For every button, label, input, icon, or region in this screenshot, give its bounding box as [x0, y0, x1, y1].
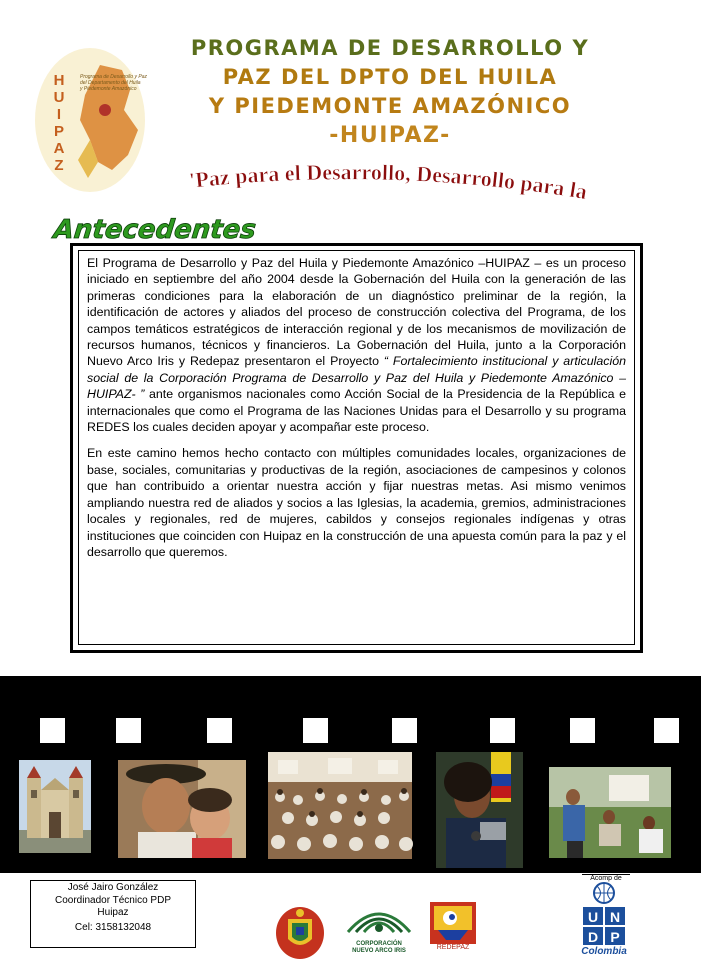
title-line: Y PIEDEMONTE AMAZÓNICO: [208, 94, 572, 118]
undp-logo: [576, 882, 632, 960]
film-hole: [40, 718, 65, 743]
undp-letter-grid: [582, 906, 626, 946]
logo-caption: [80, 74, 160, 92]
huipaz-logo: [30, 40, 160, 195]
film-hole: [490, 718, 515, 743]
logo-letter: A: [53, 140, 65, 157]
logo-letter: U: [53, 89, 65, 106]
logo-letter: I: [56, 106, 62, 123]
man-and-girl-photo: [118, 760, 246, 858]
section-heading-text: Antecedentes: [52, 215, 258, 245]
film-hole: [116, 718, 141, 743]
film-strip: [0, 676, 701, 873]
undp-letter: D: [582, 926, 604, 946]
huila-coat-of-arms-logo: [274, 905, 326, 960]
logo-caption-line: Programa de Desarrollo y Paz: [80, 74, 147, 80]
film-hole: [654, 718, 679, 743]
contact-role: Coordinador Técnico PDP Huipaz: [55, 895, 171, 918]
film-hole: [570, 718, 595, 743]
slogan: [180, 160, 600, 216]
org-label-line: CORPORACIÓN: [356, 941, 402, 947]
assembly-crowd-photo: [268, 752, 412, 859]
project-title: “ Fortalecimiento institucional y articulación social de la Corporación Programa de Desarrollo y Paz del Huila y Piedemonte Amazónico – HUIPAZ- ”: [87, 354, 626, 402]
church-photo: [19, 760, 91, 853]
section-heading: [52, 210, 258, 246]
undp-letter: P: [604, 926, 626, 946]
contact-card: [30, 880, 196, 948]
title-line: -HUIPAZ-: [329, 123, 451, 148]
community-meeting-photo: [549, 767, 671, 858]
svg-text:'Paz para el Desarrollo, Desar: [180, 160, 594, 205]
undp-letter: U: [582, 906, 604, 926]
film-hole: [392, 718, 417, 743]
paragraph-1: [87, 255, 626, 435]
paragraph-1-end: ante organismos nacionales como Acción Social de la Presidencia de la República e internacionales que como el Programa de las Naciones Unidas para el Desarrollo y su programa REDES los cuales deciden apoyar y acompañar este proceso.: [87, 387, 626, 435]
title-line: PAZ DEL DPTO DEL HUILA: [222, 65, 558, 89]
acompanan-label: Acomp de: [582, 874, 630, 882]
contact-phone: Cel: 3158132048: [74, 922, 152, 933]
textbox-inner-border: [78, 250, 635, 645]
redepaz-logo: [430, 902, 476, 944]
logo-letter: H: [53, 72, 65, 89]
paragraph-2: En este camino hemos hecho contacto con múltiples comunidades locales, organizaciones de base, sociales, comunitarias y productivas de la región, asociaciones de campesinos y colonos que han contribuido a orientar nuestra acción y fijar nuestras metas. Asi mismo venimos ampliando nuestra red de aliados y socios a las Iglesias, la academia, gremios, administraciones locales y regionales, red de mujeres, cabildos y consejos regionales indígenas y otras instituciones que coinciden con Huipaz en la construcción de una apuesta común para la paz y el desarrollo que queremos.: [87, 446, 626, 559]
logo-caption-line: y Piedemonte Amazónico: [80, 86, 137, 92]
org-label-line: NUEVO ARCO IRIS: [352, 948, 406, 954]
logo-letter: P: [53, 123, 64, 140]
nuevo-arco-iris-label: [340, 941, 418, 955]
contact-name: José Jairo González: [67, 882, 159, 893]
nuevo-arco-iris-logo: [344, 902, 414, 942]
title-line: PROGRAMA DE DESARROLLO Y: [190, 36, 590, 60]
film-hole: [207, 718, 232, 743]
undp-letter: N: [604, 906, 626, 926]
redepaz-label: REDEPAZ: [436, 944, 470, 951]
textbox-content: [87, 255, 626, 570]
undp-country: Colombia: [581, 946, 627, 957]
logo-letters: [52, 72, 66, 174]
title-block: [150, 34, 630, 150]
background-textbox: [70, 243, 643, 653]
logo-letter: Z: [54, 157, 64, 174]
paragraph-1-start: El Programa de Desarrollo y Paz del Huila y Piedemonte Amazónico –HUIPAZ – es un proceso iniciado en septiembre del año 2004 desde la Gobernación del Huila con la generación de las primeras condiciones para la elaboración de un diagnóstico preliminar de la región, la identificación de actores y aliados del proceso de construcción colectiva del Programa, de los campos temáticos estratégicos de interacción regional y de los mecanismos de movilización de recursos humanos, técnicos y financieros. La Gobernación del Huila, junto a la Corporación Nuevo Arco Iris y Redepaz presentaron el Proyecto: [87, 256, 626, 369]
woman-with-microphone-photo: [436, 752, 523, 868]
logo-caption-line: del Departamento del Huila: [80, 80, 141, 86]
slogan-text: 'Paz para el Desarrollo, Desarrollo para la: [187, 160, 589, 205]
film-hole: [303, 718, 328, 743]
